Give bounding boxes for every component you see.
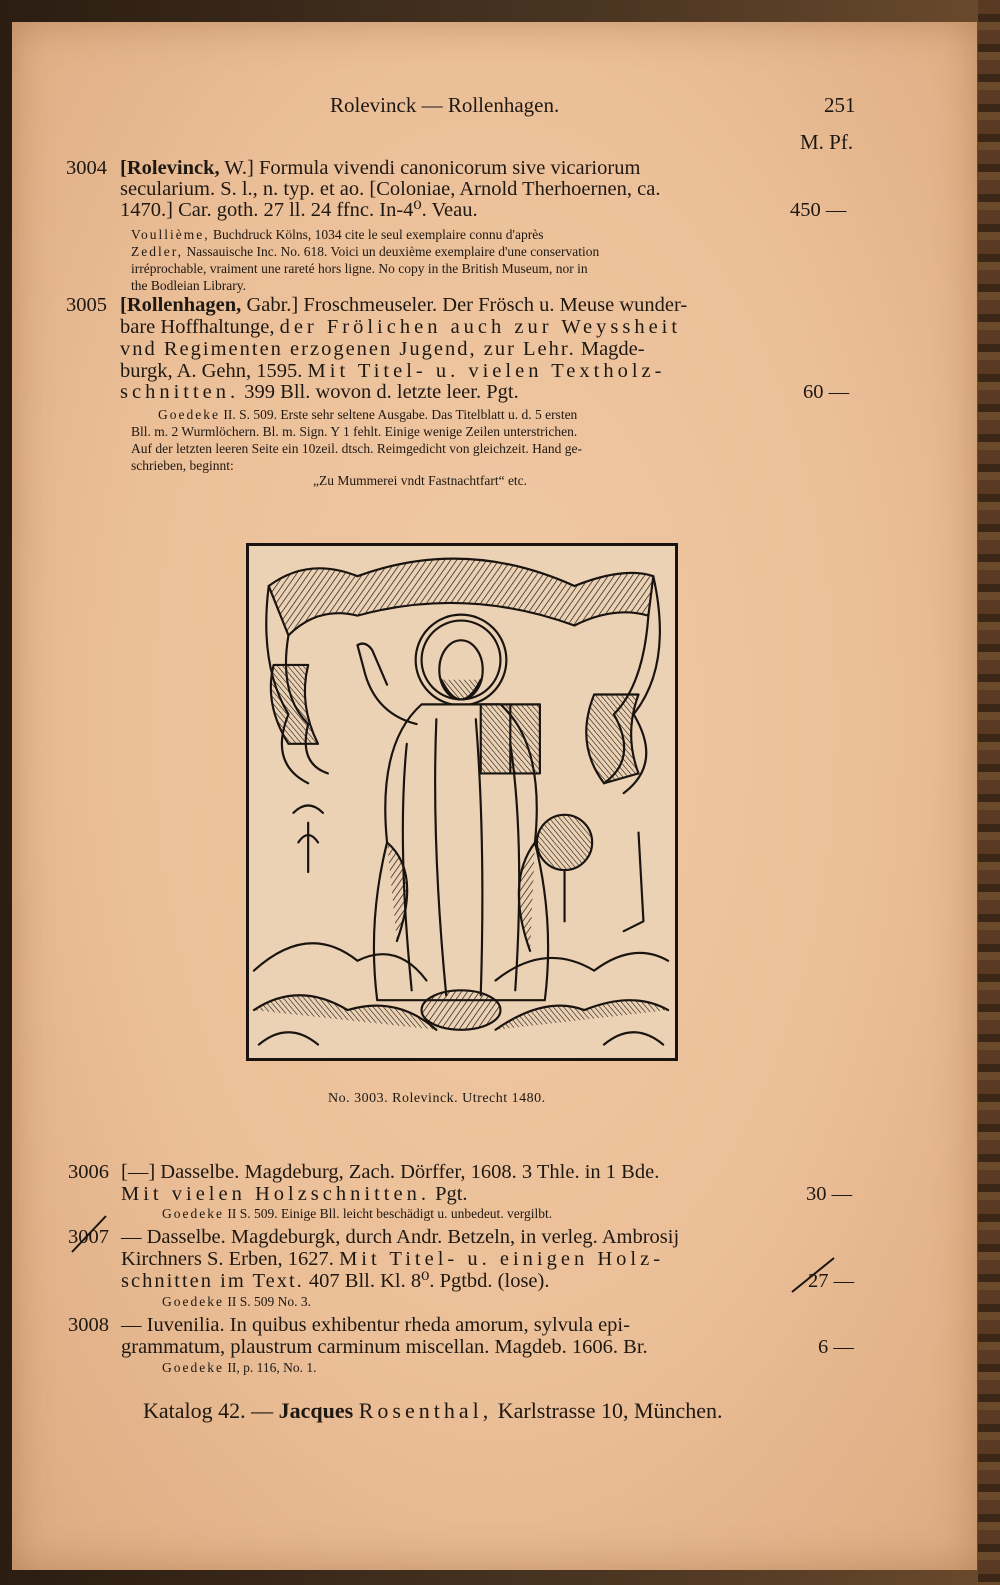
entry-note-line: Goedeke II S. 509. Einige Bll. leicht beschädigt u. unbedeut. vergilbt. [162, 1206, 553, 1221]
entry-note-line: Auf der letzten leeren Seite ein 10zeil. dtsch. Reimgedicht von gleichzeit. Hand ge- [131, 441, 582, 456]
entry-line: Mit vielen Holzschnitten. Pgt. [121, 1183, 468, 1205]
entry-number: 3004 [66, 157, 107, 179]
entry-line: secularium. S. l., n. typ. et ao. [Coloniae, Arnold Therhoernen, ca. [120, 178, 661, 200]
entry-line: [—] Dasselbe. Magdeburg, Zach. Dörffer, 1608. 3 Thle. in 1 Bde. [121, 1161, 660, 1183]
entry-note-line: schrieben, beginnt: [131, 458, 234, 473]
entry-note-line: Voullième, Buchdruck Kölns, 1034 cite le seul exemplaire connu d'après [131, 227, 544, 242]
entry-note-line: irréprochable, vraiment une rareté hors ligne. No copy in the British Museum, nor in [131, 261, 588, 276]
entry-number: 3008 [68, 1314, 109, 1336]
book-spine [978, 0, 1000, 1585]
entry-number: 3006 [68, 1161, 109, 1183]
entry-line: 1470.] Car. goth. 27 ll. 24 ffnc. In-4⁰. Veau. [120, 199, 478, 221]
entry-line: — Iuvenilia. In quibus exhibentur rheda amorum, sylvula epi- [121, 1314, 630, 1336]
entry-note-line: Goedeke II, p. 116, No. 1. [162, 1360, 317, 1375]
entry-line: schnitten im Text. 407 Bll. Kl. 8⁰. Pgtbd. (lose). [121, 1270, 550, 1292]
entry-price: 6 — [818, 1336, 854, 1358]
entry-note-quote: „Zu Mummerei vndt Fastnachtfart“ etc. [313, 473, 528, 488]
running-title: Rolevinck — Rollenhagen. [330, 93, 560, 117]
woodcut-illustration [246, 543, 678, 1061]
currency-units: M. Pf. [800, 130, 854, 154]
entry-line: vnd Regimenten erzogenen Jugend, zur Lehr. Magde- [120, 338, 645, 360]
entry-price: 30 — [806, 1183, 853, 1205]
figure-caption: No. 3003. Rolevinck. Utrecht 1480. [328, 1091, 546, 1106]
entry-line: — Dasselbe. Magdeburgk, durch Andr. Betzeln, in verleg. Ambrosij [121, 1226, 680, 1248]
entry-line: burgk, A. Gehn, 1595. Mit Titel- u. vielen Textholz- [120, 360, 666, 382]
entry-title-line: [Rolevinck, W.] Formula vivendi canonicorum sive vicariorum [120, 157, 641, 179]
entry-title-line: [Rollenhagen, Gabr.] Froschmeuseler. Der Frösch u. Meuse wunder- [120, 294, 688, 316]
entry-price: 27 — [808, 1270, 855, 1292]
entry-number: 3005 [66, 294, 107, 316]
entry-number: 3007 [68, 1226, 109, 1248]
entry-note-line: Goedeke II S. 509 No. 3. [162, 1294, 311, 1309]
catalog-footer: Katalog 42. — Jacques Rosenthal, Karlstrasse 10, München. [143, 1398, 723, 1423]
entry-line: Kirchners S. Erben, 1627. Mit Titel- u. einigen Holz- [121, 1248, 665, 1270]
entry-note-line: the Bodleian Library. [131, 278, 246, 293]
handwritten-strike-mark [788, 1254, 838, 1296]
woodcut-christ-figure [249, 546, 675, 1058]
entry-line: schnitten. 399 Bll. wovon d. letzte leer. Pgt. [120, 381, 519, 403]
entry-note-line: Goedeke II. S. 509. Erste sehr seltene Ausgabe. Das Titelblatt u. d. 5 ersten [158, 407, 578, 422]
entry-line: bare Hoffhaltunge, der Frölichen auch zur Weyssheit [120, 316, 682, 338]
entry-line: grammatum, plaustrum carminum miscellan. Magdeb. 1606. Br. [121, 1336, 648, 1358]
entry-price: 60 — [803, 381, 850, 403]
entry-note-line: Bll. m. 2 Wurmlöchern. Bl. m. Sign. Y 1 fehlt. Einige wenige Zeilen unterstrichen. [131, 424, 578, 439]
entry-price: 450 — [790, 199, 847, 221]
handwritten-strike-mark [66, 1212, 114, 1256]
page-number: 251 [824, 93, 856, 117]
entry-note-line: Zedler, Nassauische Inc. No. 618. Voici un deuxième exemplaire d'une conservation [131, 244, 600, 259]
